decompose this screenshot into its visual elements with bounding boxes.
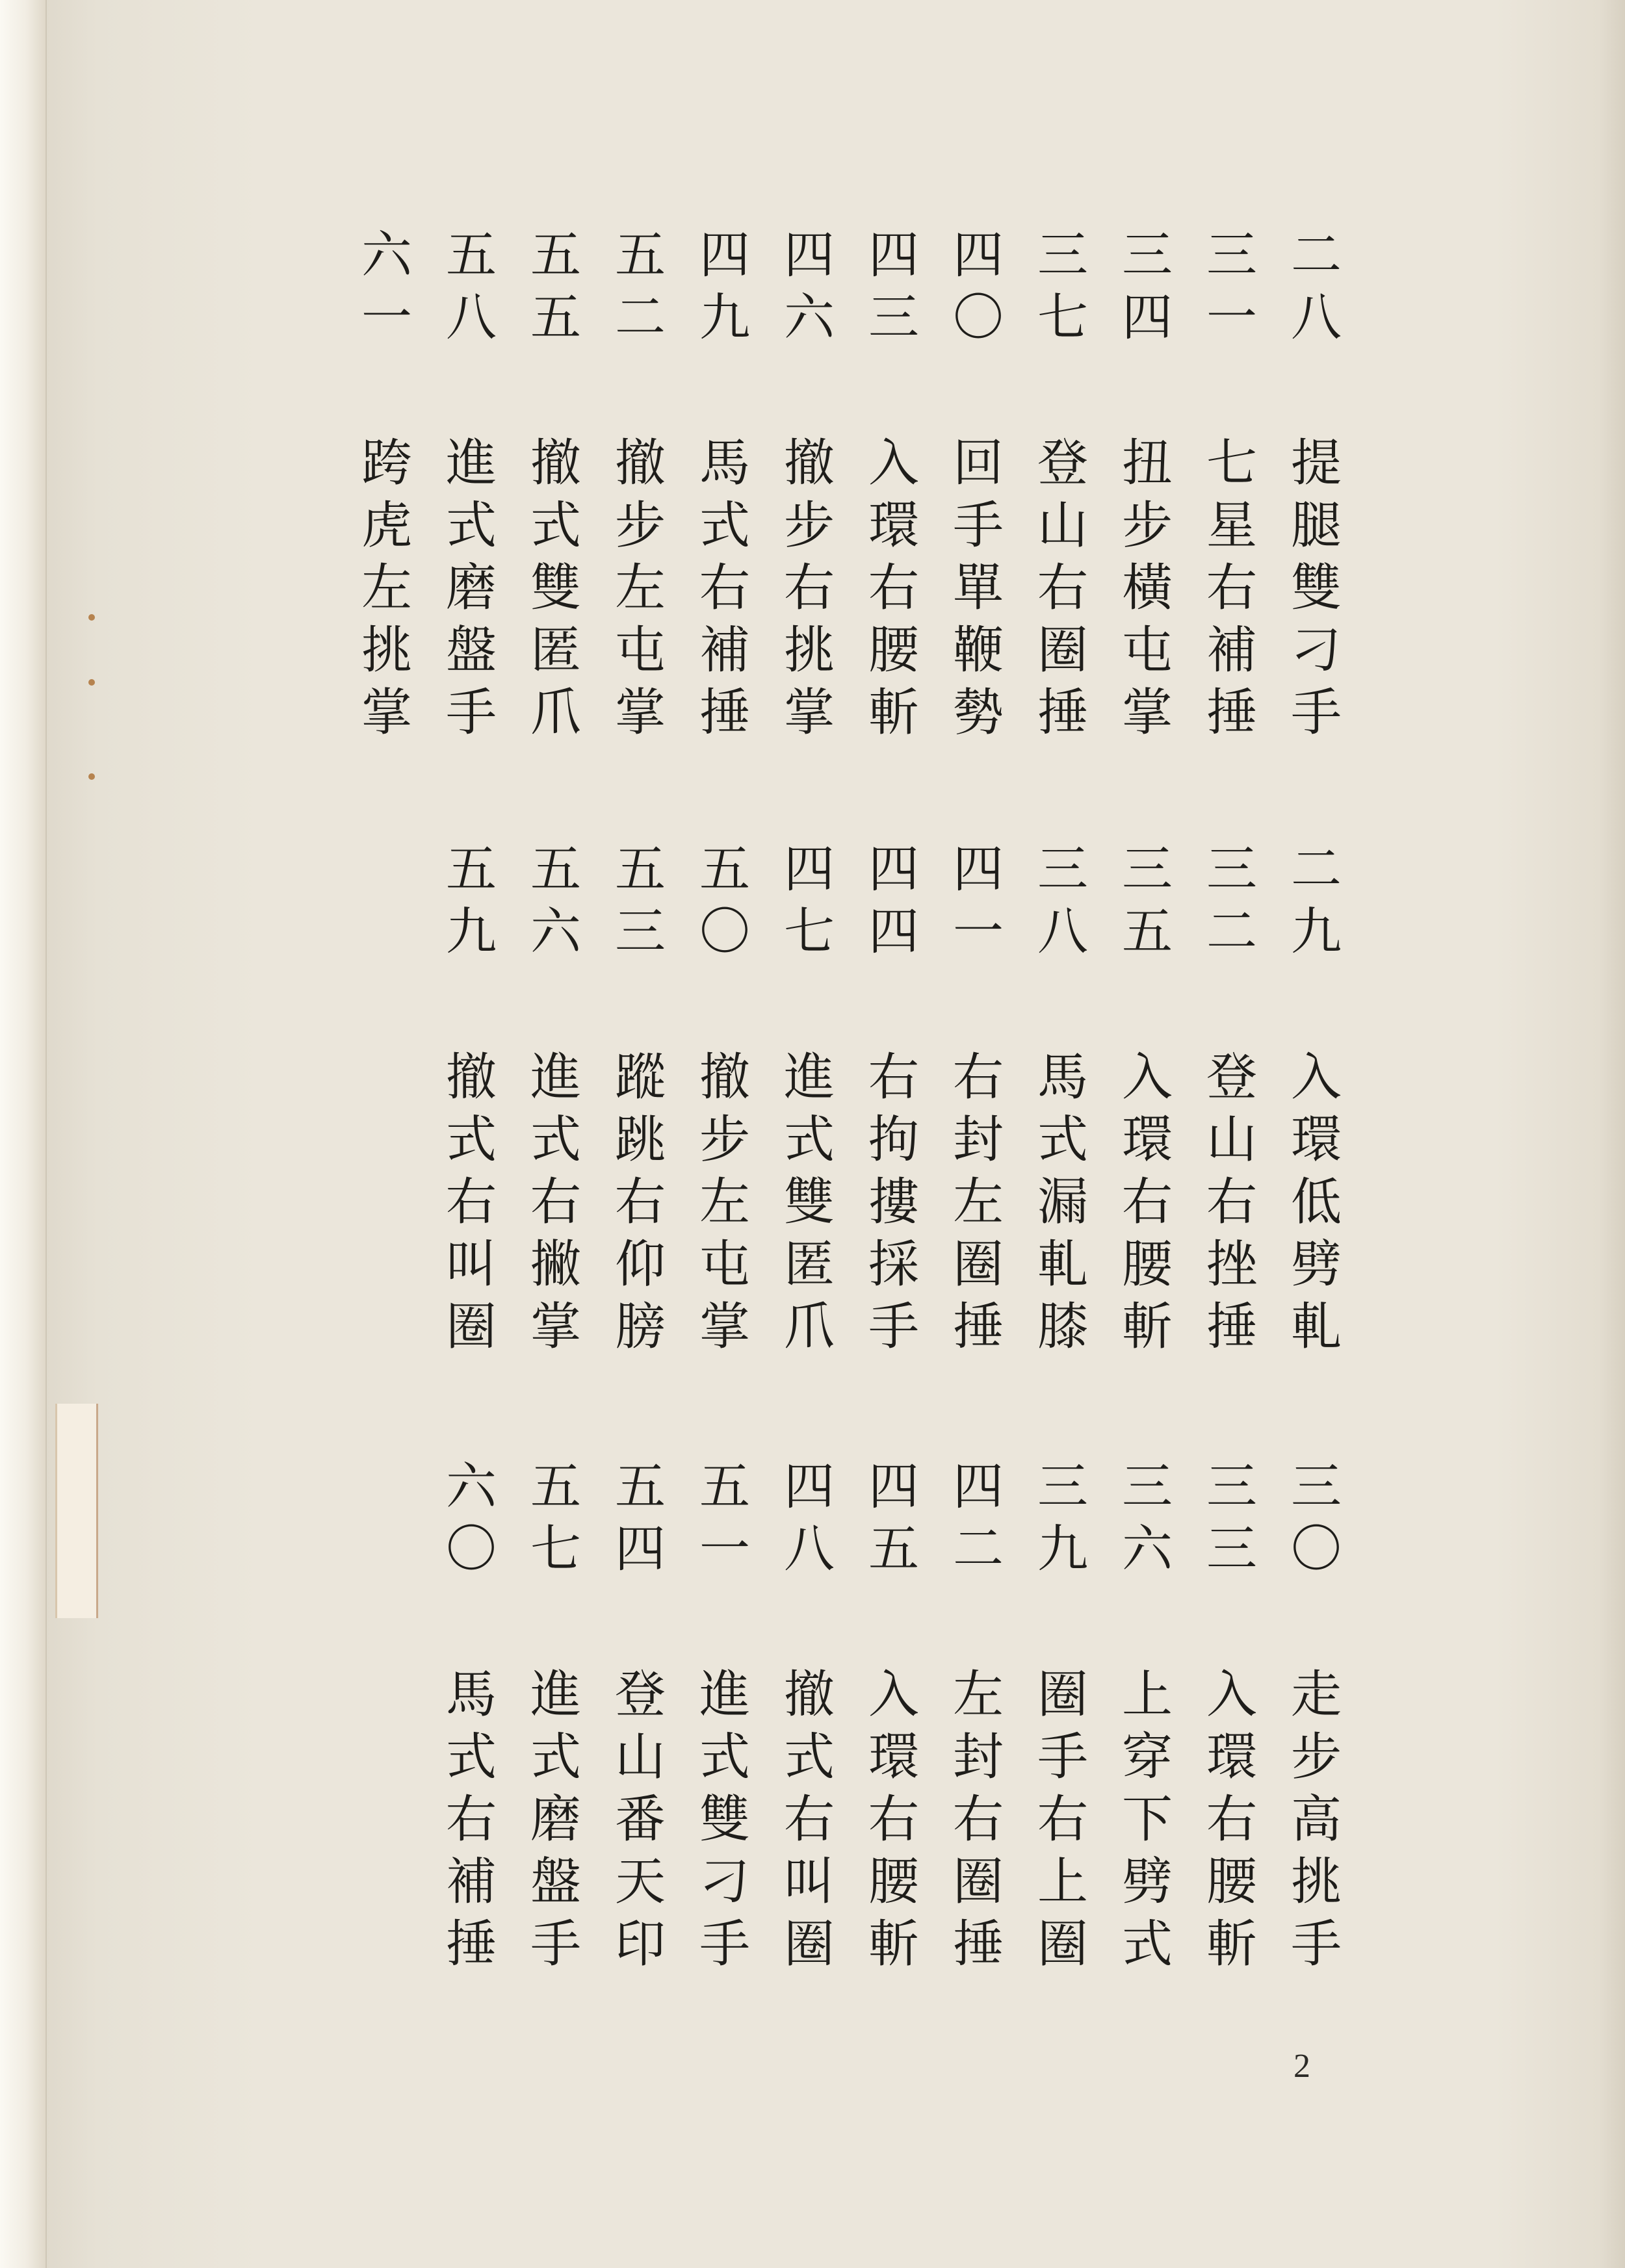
move-name: 進 式 右 撇 掌 [530,1048,581,1356]
move-entry [1202,1456,1261,1976]
move-name: 入 環 右 腰 斬 [1121,1048,1173,1356]
move-number: 六 〇 [445,1458,497,1579]
move-number: 三 二 [1206,840,1257,961]
move-name: 進 式 雙 刁 手 [699,1666,750,1974]
move-entry [1034,1456,1092,1976]
move-entry [696,838,754,1358]
stitch-dot [88,679,95,686]
move-number: 四 九 [699,226,750,347]
move-entry [1118,1456,1176,1976]
move-name: 進 式 雙 匿 爪 [783,1048,835,1356]
move-name: 馬 式 右 補 捶 [699,434,750,742]
move-entry [1034,224,1092,744]
move-number: 五 六 [530,840,581,961]
move-list [306,224,1346,1974]
move-entry [864,224,923,744]
move-entry [1202,838,1261,1358]
move-number: 五 四 [614,1458,666,1579]
move-entry [1287,838,1346,1358]
move-entry [949,838,1008,1358]
move-name: 進 式 磨 盤 手 [445,434,497,742]
move-number: 五 〇 [699,840,750,961]
move-group [306,838,1346,1358]
binding-hole-upper [84,614,99,783]
move-number: 三 八 [1037,840,1088,961]
move-entry [1202,224,1261,744]
move-entry [442,224,500,744]
move-number: 三 〇 [1290,1458,1342,1579]
move-number: 四 四 [868,840,919,961]
move-number: 三 四 [1121,226,1173,347]
move-name: 進 式 磨 盤 手 [530,1666,581,1974]
move-name: 登 山 番 天 印 [614,1666,666,1974]
move-group [306,224,1346,744]
move-number: 五 七 [530,1458,581,1579]
move-number: 五 八 [445,226,497,347]
move-entry [611,224,670,744]
move-entry [611,1456,670,1976]
move-name: 提 腿 雙 刁 手 [1290,434,1342,742]
move-entry [696,224,754,744]
move-name: 回 手 單 鞭 勢 [952,434,1004,742]
move-entry [1287,224,1346,744]
move-number: 五 二 [614,226,666,347]
move-number: 五 五 [530,226,581,347]
move-number: 二 九 [1290,840,1342,961]
move-name: 入 環 低 劈 軋 [1290,1048,1342,1356]
move-number: 四 八 [783,1458,835,1579]
move-entry [1118,838,1176,1358]
move-number: 三 一 [1206,226,1257,347]
move-entry [1034,838,1092,1358]
move-name: 走 步 高 挑 手 [1290,1666,1342,1974]
move-name: 登 山 右 圈 捶 [1037,434,1088,742]
move-entry [864,1456,923,1976]
move-name: 撤 步 左 屯 掌 [614,434,666,742]
move-entry [358,224,416,744]
move-name: 圈 手 右 上 圈 [1037,1666,1088,1974]
move-name: 右 封 左 圈 捶 [952,1048,1004,1356]
book-spine [0,0,47,2268]
move-number: 四 一 [952,840,1004,961]
move-entry [611,838,670,1358]
stitch-dot [88,773,95,780]
move-number: 四 〇 [952,226,1004,347]
move-number: 三 七 [1037,226,1088,347]
move-entry [696,1456,754,1976]
move-number: 三 五 [1121,840,1173,961]
move-name: 右 拘 摟 採 手 [868,1048,919,1356]
move-name: 撤 式 雙 匿 爪 [530,434,581,742]
move-name: 撤 步 左 屯 掌 [699,1048,750,1356]
move-name: 蹤 跳 右 仰 膀 [614,1048,666,1356]
move-number: 三 三 [1206,1458,1257,1579]
move-number: 四 六 [783,226,835,347]
move-entry [864,838,923,1358]
move-group [306,1456,1346,1976]
move-number: 五 一 [699,1458,750,1579]
move-name: 七 星 右 補 捶 [1206,434,1257,742]
move-name: 入 環 右 腰 斬 [868,434,919,742]
move-entry [526,224,585,744]
move-number: 四 二 [952,1458,1004,1579]
move-name: 馬 式 漏 軋 膝 [1037,1048,1088,1356]
move-name: 左 封 右 圈 捶 [952,1666,1004,1974]
move-name: 撤 步 右 挑 掌 [783,434,835,742]
move-number: 二 八 [1290,226,1342,347]
move-number: 五 三 [614,840,666,961]
move-entry [1118,224,1176,744]
move-name: 撤 式 右 叫 圈 [445,1048,497,1356]
move-name: 撤 式 右 叫 圈 [783,1666,835,1974]
move-number: 四 五 [868,1458,919,1579]
move-name: 跨 虎 左 挑 掌 [361,434,412,742]
move-entry [949,224,1008,744]
move-entry [442,838,500,1358]
move-name: 入 環 右 腰 斬 [1206,1666,1257,1974]
move-name: 登 山 右 挫 捶 [1206,1048,1257,1356]
move-name: 馬 式 右 補 捶 [445,1666,497,1974]
binding-hole-lower [55,1404,98,1618]
move-entry [949,1456,1008,1976]
move-entry [1287,1456,1346,1976]
move-entry [526,838,585,1358]
move-entry [442,1456,500,1976]
move-number: 六 一 [361,226,412,347]
page-number: 2 [1294,2048,1310,2085]
move-number: 五 九 [445,840,497,961]
move-name: 上 穿 下 劈 式 [1121,1666,1173,1974]
move-entry [526,1456,585,1976]
move-number: 四 七 [783,840,835,961]
move-entry [780,838,838,1358]
move-number: 四 三 [868,226,919,347]
move-entry [780,1456,838,1976]
stitch-dot [88,614,95,621]
move-entry [780,224,838,744]
move-name: 入 環 右 腰 斬 [868,1666,919,1974]
move-number: 三 六 [1121,1458,1173,1579]
move-name: 扭 步 橫 屯 掌 [1121,434,1173,742]
move-number: 三 九 [1037,1458,1088,1579]
